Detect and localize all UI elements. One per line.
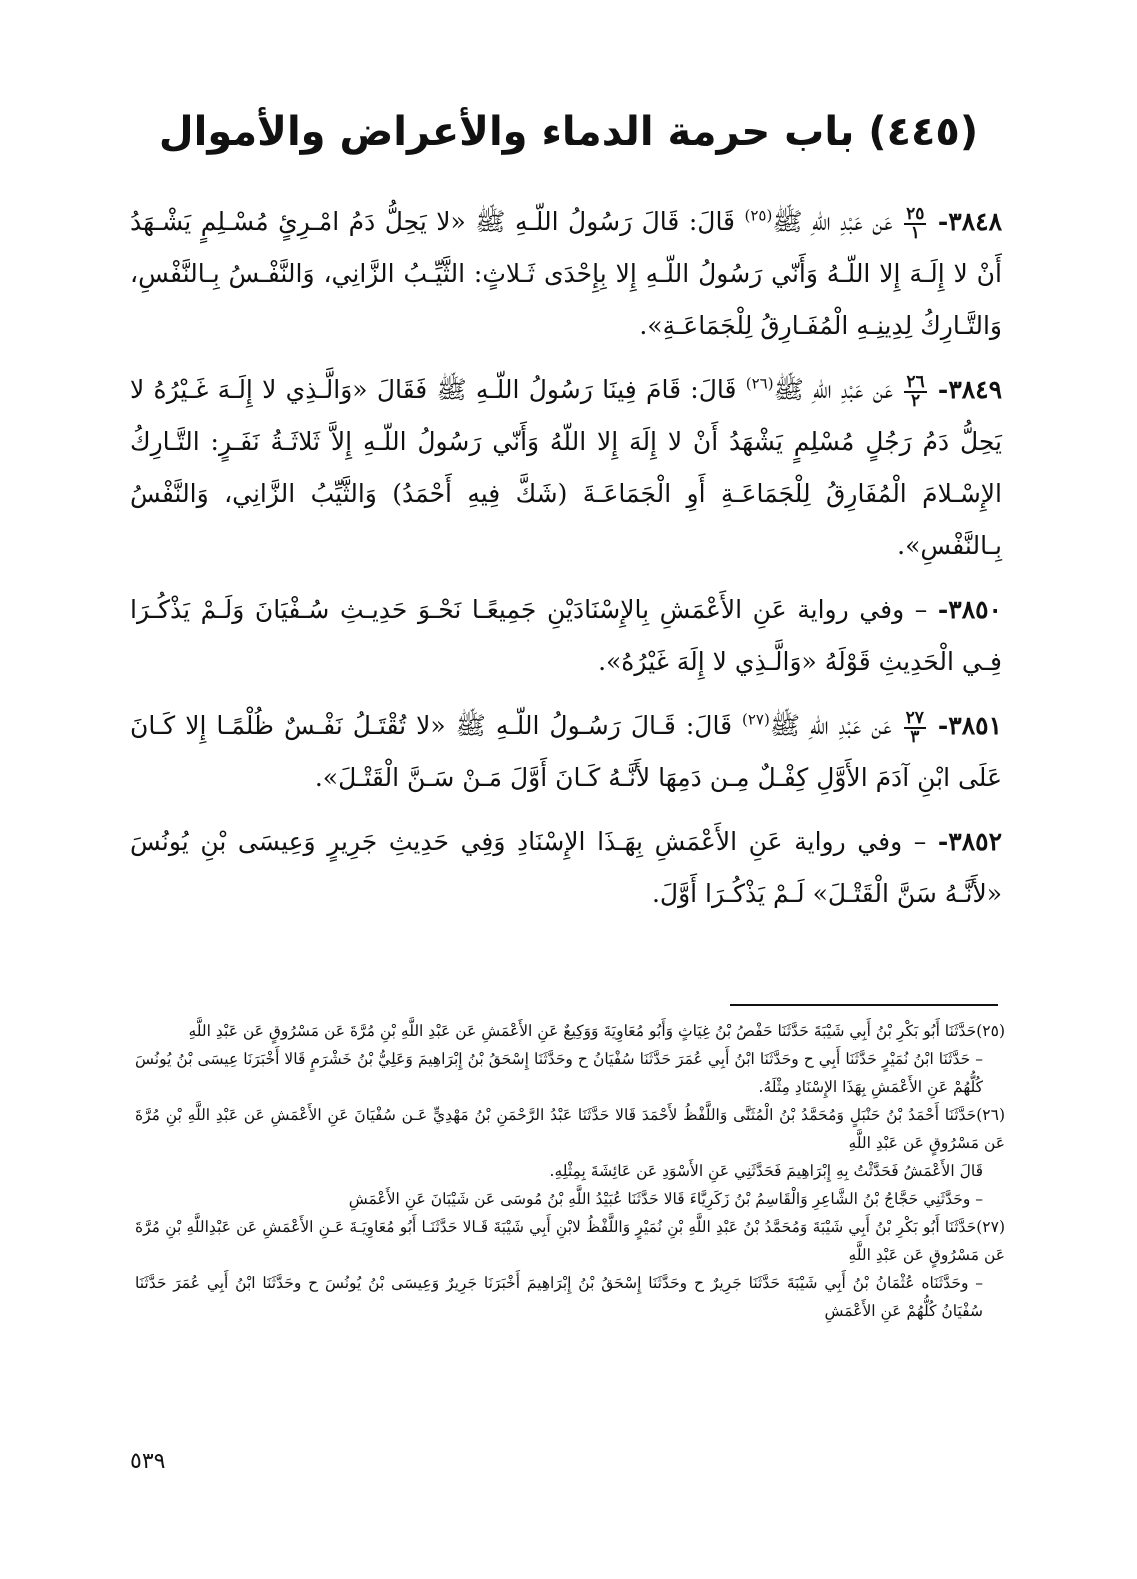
hadith-number: ٣٨٤٩-: [937, 375, 1003, 404]
footnote-reference: (٢٦): [745, 374, 774, 393]
numbering-fraction: [904, 371, 926, 411]
footnote-reference: (٢٥): [744, 206, 773, 225]
hadith-3850: [130, 584, 1002, 688]
numbering-fraction: [904, 203, 926, 243]
hadith-3851: [130, 700, 1002, 804]
fraction-top: ٢٥: [906, 203, 925, 224]
hadith-text: قَالَ: قَامَ فِينَا رَسُولُ اللّـهِ ﷺ فَقَالَ «وَالَّـذِي لا إِلَـهَ غَـيْرُهُ لا يَحِلُّ دَمُ رَجُلٍ مُسْلِمٍ يَشْهَدُ أَنْ لا إِلَهَ إِلا اللّهُ وَأَنّي رَسُولُ اللّـهِ إِلاَّ ثَلاثَـةُ نَفَـرٍ: التَّـارِكُ الإِسْـلامَ الْمُفَارِقُ لِلْجَمَاعَـةِ أَوِ الْجَمَاعَـةَ (شَكَّ فِيهِ أَحْمَدُ) وَالثَّيِّبُ الزَّانِي، وَالنَّفْسُ بِـالنَّفْسِ».: [130, 375, 1002, 560]
hadith-narrator: عَن عَبْدِ اللّهِ ﷺ: [772, 207, 893, 236]
fraction-top: ٢٧: [905, 707, 924, 728]
footnote-26-note: قَالَ الأَعْمَشُ فَحَدَّثْتُ بِهِ إِبْرَاهِيمَ فَحَدَّثَنِي عَنِ الأَسْوَدِ عَن عَائِشَةَ بِمِثْلِهِ.: [549, 1162, 983, 1180]
numbering-fraction: [904, 707, 926, 747]
footnote-27: (٢٧)حَدَّثَنَا أَبُو بَكْرِ بْنُ أَبِي شَيْبَةَ وَمُحَمَّدُ بْنُ عَبْدِ اللَّهِ بْنِ نُمَيْرٍ وَاللَّفْظُ لابْنِ أَبِي شَيْبَةَ قَـالا حَدَّثَنَـا أَبُو مُعَاوِيَـةَ عَـنِ الأَعْمَشِ عَن عَبْدِاللَّهِ بْنِ مُرَّةَ عَن مَسْرُوقٍ عَن عَبْدِ اللَّهِ: [135, 1218, 1005, 1264]
fraction-bottom: ٢: [910, 390, 921, 411]
footnote-reference: (٢٧): [742, 710, 770, 729]
footnote-27-variant: – وحَدَّثَنَاه عُثْمَانُ بْنُ أَبِي شَيْبَةَ حَدَّثَنَا جَرِيرٌ ح وحَدَّثَنَا إِسْحَقُ بْنُ إِبْرَاهِيمَ أَخْبَرَنَا جَرِيرٌ وَعِيسَى بْنُ يُونُسَ ح وحَدَّثَنَا ابْنُ أَبِي عُمَرَ حَدَّثَنَا سُفْيَانُ كُلُّهُمْ عَنِ الأَعْمَشِ: [135, 1274, 983, 1320]
hadith-3848: [130, 196, 1002, 352]
hadith-3849: [130, 364, 1002, 572]
hadith-text: – وفي رواية عَنِ الأَعْمَشِ بِالإِسْنَادَيْنِ جَمِيعًـا نَحْـوَ حَدِيـثِ سُـفْيَانَ وَلَـمْ يَذْكُـرَا فِـي الْحَدِيثِ قَوْلَهُ «وَالَّـذِي لا إِلَهَ غَيْرُهُ».: [130, 595, 1002, 676]
fraction-bottom: ٣: [910, 726, 920, 747]
footnote-26-variant: – وحَدَّثَنِي حَجَّاجُ بْنُ الشَّاعِرِ وَالْقَاسِمُ بْنُ زَكَرِيَّاءَ قَالا حَدَّثَنَا عُبَيْدُ اللَّهِ بْنُ مُوسَى عَن شَيْبَانَ عَنِ الأَعْمَشِ: [348, 1190, 983, 1208]
page-number: ٥٣٩: [130, 1449, 166, 1474]
fraction-top: ٢٦: [906, 371, 925, 392]
footnote-25: (٢٥)حَدَّثَنَا أَبُو بَكْرِ بْنُ أَبِي شَيْبَةَ حَدَّثَنَا حَفْصُ بْنُ غِيَاثٍ وَأَبُو مُعَاوِيَةَ وَوَكِيعٌ عَنِ الأَعْمَشِ عَن عَبْدِ اللَّهِ بْنِ مُرَّةَ عَن مَسْرُوقٍ عَن عَبْدِ اللَّهِ: [188, 1022, 1005, 1040]
hadith-number: ٣٨٥٠-: [937, 595, 1002, 624]
hadith-list: [130, 196, 1002, 932]
hadith-number: ٣٨٤٨-: [937, 207, 1003, 236]
fraction-bottom: ١: [910, 222, 920, 243]
hadith-text: قَالَ: قَـالَ رَسُـولُ اللّـهِ ﷺ «لا تُقْتَـلُ نَفْـسٌ ظُلْمًـا إِلا كَـانَ عَلَى ابْنِ آدَمَ الأَوَّلِ كِفْـلٌ مِـن دَمِهَا لأَنَّـهُ كَـانَ أَوَّلَ مَـنْ سَـنَّ الْقَتْـلَ».: [130, 711, 1002, 792]
footnotes: [135, 1017, 1005, 1325]
footnote-25-variant: – حَدَّثَنَا ابْنُ نُمَيْرٍ حَدَّثَنَا أَبِي ح وحَدَّثَنَا ابْنُ أَبِي عُمَرَ حَدَّثَنَا سُفْيَانُ ح وحَدَّثَنَا إِسْحَقُ بْنُ إِبْرَاهِيمَ وَعَلِيُّ بْنُ خَشْرَمٍ قَالا أَخْبَرَنَا عِيسَى بْنُ يُونُسَ كُلُّهُمْ عَنِ الأَعْمَشِ بِهَذَا الإِسْنَادِ مِثْلَهُ.: [135, 1050, 983, 1096]
hadith-narrator: عَن عَبْدِ اللّهِ ﷺ: [773, 375, 894, 404]
hadith-text: – وفي رواية عَنِ الأَعْمَشِ بِهَـذَا الإِسْنَادِ وَفِي حَدِيثِ جَرِيرٍ وَعِيسَى بْنِ يُونُسَ «لأَنَّـهُ سَنَّ الْقَتْـلَ» لَـمْ يَذْكُـرَا أَوَّلَ.: [130, 827, 1002, 908]
footnote-26: (٢٦)حَدَّثَنَا أَحْمَدُ بْنُ حَنْبَلٍ وَمُحَمَّدُ بْنُ الْمُثَنَّى وَاللَّفْظُ لأَحْمَدَ قَالا حَدَّثَنَا عَبْدُ الرَّحْمَنِ بْنُ مَهْدِيٍّ عَـن سُفْيَانَ عَنِ الأَعْمَشِ عَن عَبْدِ اللَّهِ بْنِ مُرَّةَ عَن مَسْرُوقٍ عَن عَبْدِ اللَّهِ: [135, 1106, 1005, 1152]
hadith-narrator: عَن عَبْدِ اللّهِ ﷺ: [769, 711, 892, 740]
hadith-number: ٣٨٥١-: [937, 711, 1003, 740]
hadith-text: قَالَ: قَالَ رَسُولُ اللّـهِ ﷺ «لا يَحِلُّ دَمُ امْـرِئٍ مُسْـلِمٍ يَشْـهَدُ أَنْ لا إِلَـهَ إِلا اللّـهُ وَأَنّي رَسُولُ اللّـهِ إِلا بِإِحْدَى ثَـلاثٍ: الثَّيِّـبُ الزَّانِي، وَالنَّفْـسُ بِـالنَّفْسِ، وَالتَّـارِكُ لِدِينِـهِ الْمُفَـارِقُ لِلْجَمَاعَـةِ».: [130, 207, 1002, 340]
chapter-title: (٤٤٥) باب حرمة الدماء والأعراض والأموال: [158, 109, 979, 155]
hadith-number: ٣٨٥٢-: [937, 827, 1002, 856]
footnote-divider: [730, 1004, 998, 1006]
hadith-3852: [130, 816, 1002, 920]
